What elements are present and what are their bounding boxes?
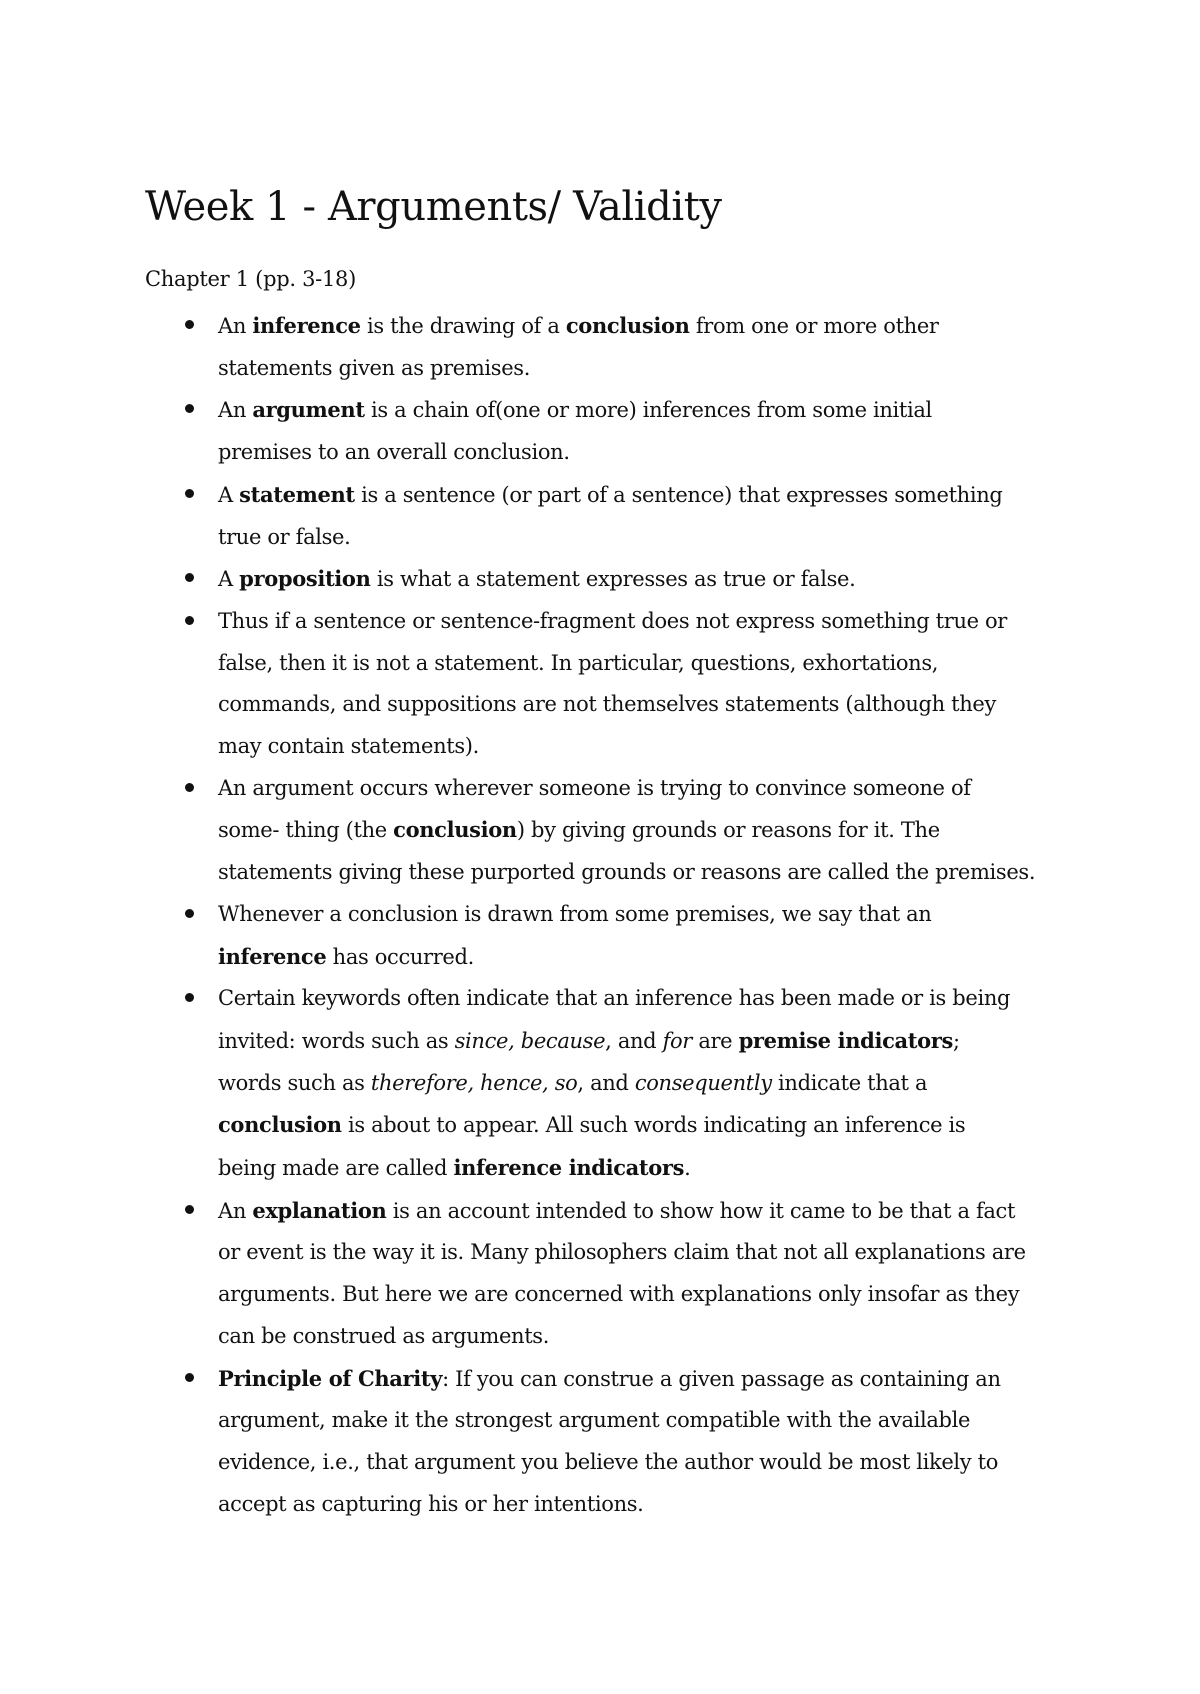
text-run: true or false.	[218, 524, 351, 549]
text-run: An	[218, 398, 253, 423]
text-run: has occurred.	[326, 944, 474, 969]
bullet-line	[218, 1232, 1078, 1274]
bullet-line	[218, 978, 1078, 1020]
bullet-line	[218, 1358, 1078, 1401]
bold-term: inference	[218, 943, 327, 969]
text-run: Thus if a sentence or sentence-fragment does not express something true or	[218, 608, 1007, 633]
bullet-dot-icon	[185, 404, 194, 413]
text-run: argument, make it the strongest argument compatible with the available	[218, 1408, 971, 1433]
bullet-item	[218, 894, 1078, 978]
bullet-dot-icon	[185, 783, 194, 792]
bold-term: proposition	[239, 566, 371, 592]
bullet-line	[218, 1484, 1078, 1526]
bold-term: statement	[239, 481, 355, 507]
text-run: is a sentence (or part of a sentence) that expresses something	[354, 482, 1003, 507]
bullet-line	[218, 1190, 1078, 1233]
bullet-line	[218, 558, 1078, 601]
text-run: Certain keywords often indicate that an inference has been made or is being	[218, 986, 1011, 1011]
text-run: ;	[953, 1028, 960, 1053]
bullet-dot-icon	[185, 993, 194, 1002]
bold-term: Principle of Charity	[218, 1365, 443, 1391]
bold-term: premise indicators	[738, 1027, 953, 1053]
text-run: accept as capturing his or her intentions.	[218, 1491, 644, 1516]
bullet-line	[218, 936, 1078, 979]
bullet-line	[218, 726, 1078, 768]
bullet-line	[218, 1400, 1078, 1442]
bullet-line	[218, 1442, 1078, 1484]
text-run: statements given as premises.	[218, 355, 531, 380]
text-run: : If you can construe a given passage as containing an	[442, 1366, 1001, 1391]
bullet-item	[218, 1190, 1078, 1358]
bullet-dot-icon	[185, 320, 194, 329]
bullet-dot-icon	[185, 1205, 194, 1214]
bold-term: explanation	[252, 1197, 387, 1223]
text-run: , and	[605, 1028, 663, 1053]
text-run: false, then it is not a statement. In particular, questions, exhortations,	[218, 650, 939, 675]
italic-term: consequently	[634, 1070, 772, 1095]
page-title: Week 1 - Arguments/ Validity	[145, 184, 722, 230]
bullet-dot-icon	[185, 489, 194, 498]
text-run: Whenever a conclusion is drawn from some premises, we say that an	[218, 901, 932, 926]
bullet-item	[218, 768, 1078, 894]
text-run: invited: words such as	[218, 1028, 455, 1053]
text-run: premises to an overall conclusion.	[218, 440, 570, 465]
text-run: An argument occurs wherever someone is trying to convince someone of	[218, 775, 971, 800]
text-run: An	[218, 314, 253, 338]
text-run: or event is the way it is. Many philosophers claim that not all explanations are	[218, 1240, 1026, 1265]
bullet-line	[218, 852, 1078, 894]
text-run: ) by giving grounds or reasons for it. The	[516, 818, 940, 843]
bold-term: argument	[252, 397, 365, 423]
bullet-line	[218, 474, 1078, 517]
text-run: arguments. But here we are concerned with explanations only insofar as they	[218, 1282, 1020, 1307]
bullet-line	[218, 684, 1078, 726]
bullet-line	[218, 1274, 1078, 1316]
text-run: may contain statements).	[218, 734, 479, 759]
bullet-line	[218, 348, 1078, 390]
text-run: being made are called	[218, 1156, 454, 1181]
text-run: commands, and suppositions are not themselves statements (although they	[218, 692, 996, 717]
text-run: can be construed as arguments.	[218, 1323, 550, 1348]
bullet-line	[218, 809, 1078, 852]
bullet-line	[218, 601, 1078, 643]
bullet-line	[218, 305, 1078, 348]
bullet-line	[218, 643, 1078, 685]
bullet-list	[218, 305, 1078, 1525]
bullet-dot-icon	[185, 616, 194, 625]
bullet-line	[218, 1104, 1078, 1147]
text-run: is a chain of(one or more) inferences from some initial	[364, 398, 932, 423]
text-run: words such as	[218, 1070, 371, 1095]
bullet-line	[218, 389, 1078, 432]
bullet-item	[218, 558, 1078, 601]
text-run: An	[218, 1198, 253, 1223]
bullet-line	[218, 1063, 1078, 1105]
bullet-line	[218, 768, 1078, 810]
italic-term: therefore, hence, so	[370, 1070, 578, 1095]
bullet-line	[218, 1147, 1078, 1190]
text-run: some- thing (the	[218, 818, 394, 843]
bullet-line	[218, 1020, 1078, 1063]
italic-term: since, because	[454, 1028, 606, 1053]
text-run: is the drawing of a	[360, 314, 566, 338]
bullet-line	[218, 432, 1078, 474]
bullet-line	[218, 1316, 1078, 1358]
text-run: A	[218, 567, 240, 592]
italic-term: for	[662, 1028, 692, 1053]
text-run: are	[692, 1028, 739, 1053]
bullet-dot-icon	[185, 909, 194, 918]
text-run: is an account intended to show how it came to be that a fact	[386, 1198, 1016, 1223]
text-run: is about to appear. All such words indicating an inference is	[341, 1113, 966, 1138]
text-run: evidence, i.e., that argument you believe the author would be most likely to	[218, 1449, 999, 1474]
bullet-line	[218, 517, 1078, 559]
text-run: .	[684, 1156, 691, 1181]
bullet-dot-icon	[185, 1373, 194, 1382]
chapter-subtitle: Chapter 1 (pp. 3-18)	[145, 267, 356, 291]
bullet-item	[218, 1358, 1078, 1526]
text-run: statements giving these purported grounds or reasons are called the premises.	[218, 860, 1036, 885]
text-run: , and	[577, 1070, 635, 1095]
text-run: indicate that a	[771, 1070, 928, 1095]
text-run: is what a statement expresses as true or false.	[370, 567, 856, 592]
bold-term: conclusion	[565, 313, 690, 338]
bullet-item	[218, 305, 1078, 389]
bold-term: inference	[252, 313, 361, 338]
bullet-item	[218, 978, 1078, 1190]
bullet-line	[218, 894, 1078, 936]
bullet-dot-icon	[185, 573, 194, 582]
bold-term: conclusion	[393, 817, 517, 843]
bullet-item	[218, 389, 1078, 473]
bullet-item	[218, 601, 1078, 768]
bold-term: inference indicators	[453, 1155, 685, 1181]
text-run: from one or more other	[689, 314, 939, 338]
text-run: A	[218, 482, 240, 507]
bullet-item	[218, 474, 1078, 558]
bold-term: conclusion	[218, 1112, 342, 1138]
